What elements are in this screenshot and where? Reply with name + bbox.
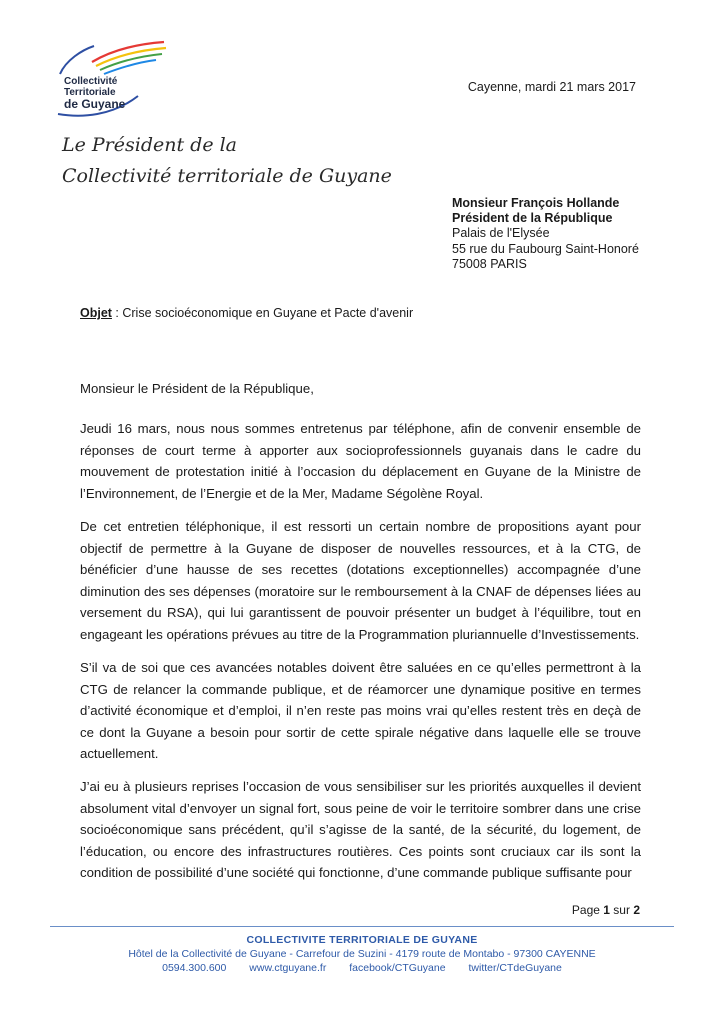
paragraph-1: Jeudi 16 mars, nous nous sommes entretenus par téléphone, afin de convenir ensemble de réponses de court terme à apporter aux socioprofessionnels guyanais dans le cadre du mouvement de protestation initié à l’occasion du déplacement en Guyane de la Ministre de l’Environnement, de l’Energie et de la Mer, Madame Ségolène Royal. <box>80 421 641 501</box>
salutation: Monsieur le Président de la République, <box>80 381 314 396</box>
page-prefix: Page <box>571 903 604 917</box>
logo-line-2: Territoriale <box>64 87 116 98</box>
logo-line-3: de Guyane <box>64 97 126 111</box>
footer-facebook-link[interactable]: facebook/CTGuyane <box>349 962 446 974</box>
footer <box>50 926 674 975</box>
footer-web-link[interactable]: www.ctguyane.fr <box>249 962 327 974</box>
footer-contacts <box>50 961 674 975</box>
ctg-logo <box>52 40 172 120</box>
paragraph-2: De cet entretien téléphonique, il est ressorti un certain nombre de propositions ayant pour objectif de permettre à la Guyane de disposer de nouvelles ressources, et à la CTG, de bénéficier d’une hausse de ses recettes (dotations exceptionnelles) accompagnée d’une diminution des ses dépenses (moratoire sur le remboursement à la CNAF de dépenses liées au versement du RSA), qui lui garantissent de pouvoir présenter un budget à l’équilibre, tout en engageant les opérations prévues au titre de la Programmation pluriannuelle d’Investissements. <box>80 519 641 642</box>
page-current: 1 <box>603 903 610 917</box>
subject-label: Objet <box>80 306 112 320</box>
letter-date: Cayenne, mardi 21 mars 2017 <box>467 80 636 94</box>
paragraph-4: J’ai eu à plusieurs reprises l’occasion de vous sensibiliser sur les priorités auxquelles il devient absolument vital d’envoyer un signal fort, sous peine de voir le territoire sombrer dans une crise socioéconomique sans précédent, qu’il s’agisse de la santé, de la sécurité, du logement, de l’éducation, ou encore des infrastructures routières. Ces points sont cruciaux car ils sont la condition de possibilité d’une société qui fonctionne, d’une commande publique suffisante pour <box>80 779 641 881</box>
sender-title-line-1: Le Président de la <box>62 134 238 156</box>
sender-title <box>62 130 392 192</box>
subject-line <box>80 306 413 320</box>
recipient-title: Président de la République <box>452 211 613 226</box>
footer-title: COLLECTIVITE TERRITORIALE DE GUYANE <box>246 934 478 946</box>
page-total: 2 <box>633 903 640 917</box>
footer-twitter-link[interactable]: twitter/CTdeGuyane <box>468 962 562 974</box>
page-number <box>572 903 640 917</box>
subject-text: : Crise socioéconomique en Guyane et Pacte d'avenir <box>111 306 414 320</box>
recipient-line-3: Palais de l'Elysée <box>452 226 550 241</box>
paragraph-3: S’il va de soi que ces avancées notables doivent être saluées en ce qu’elles permettront à la CTG de relancer la commande publique, et de réamorcer une dynamique positive en termes d’activité économique et d’emploi, il n’en reste pas moins vrai qu’elles restent très en deçà de ce dont la Guyane a besoin pour sortir de cette spirale négative dans laquelle elle se trouve actuellement. <box>80 660 641 762</box>
recipient-name: Monsieur François Hollande <box>452 196 620 210</box>
sender-title-line-2: Collectivité territoriale de Guyane <box>62 165 392 187</box>
footer-address: Hôtel de la Collectivité de Guyane - Carrefour de Suzini - 4179 route de Montabo - 97300 CAYENNE <box>128 948 596 960</box>
logo-line-1: Collectivité <box>64 76 118 87</box>
footer-phone: 0594.300.600 <box>162 962 227 974</box>
recipient-line-5: 75008 PARIS <box>452 256 527 271</box>
page-middle: sur <box>609 903 634 917</box>
recipient-line-4: 55 rue du Faubourg Saint-Honoré <box>452 241 639 256</box>
recipient-address <box>452 196 639 272</box>
logo-text <box>64 76 125 110</box>
